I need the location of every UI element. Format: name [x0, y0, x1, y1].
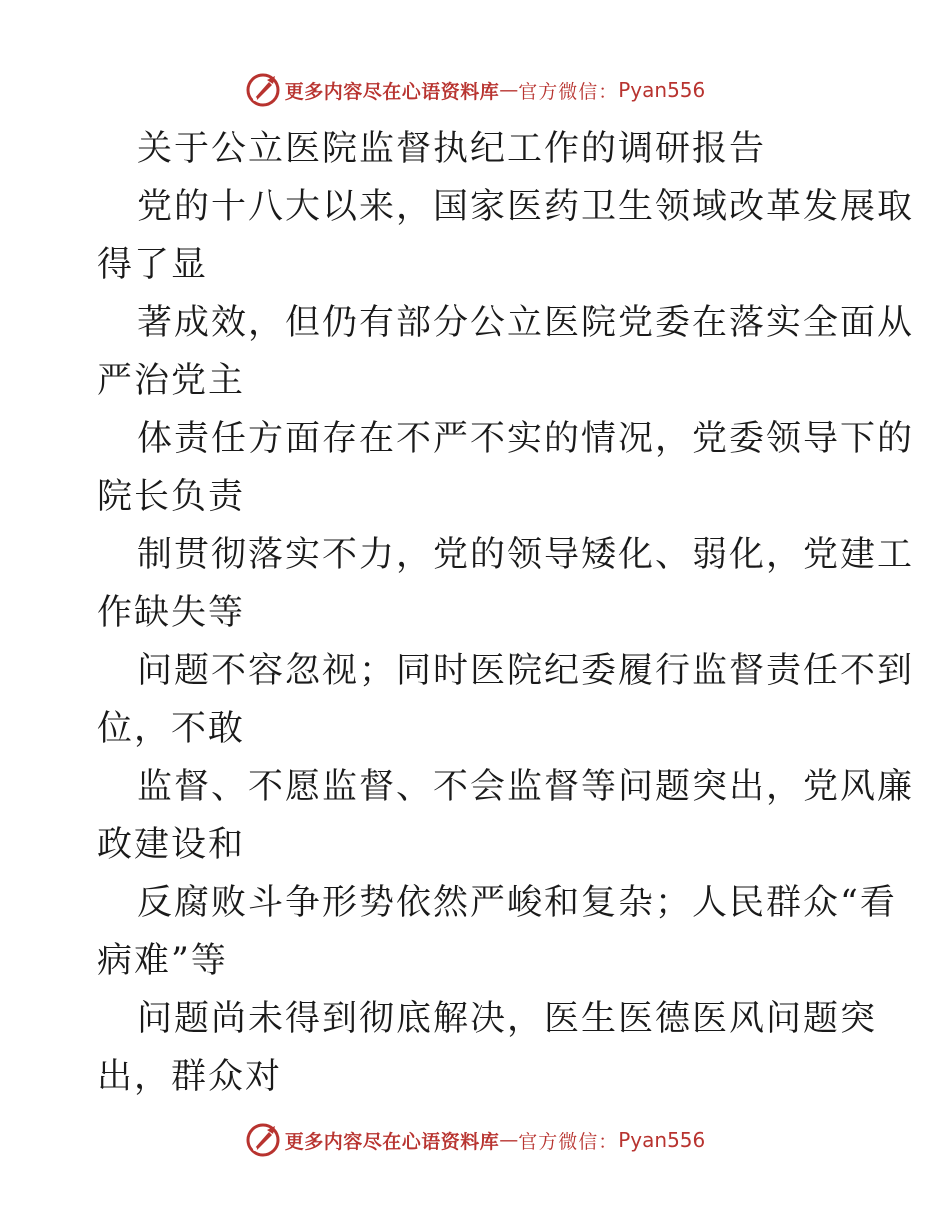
banner-brand-text: 更多内容尽在心语资料库 [284, 1130, 500, 1153]
header-banner [0, 70, 950, 110]
text-line: 政建设和 [97, 825, 246, 865]
quill-logo-icon [245, 1122, 281, 1158]
banner-wechat-id: Pyan556 [618, 78, 706, 102]
text-line: 制贯彻落实不力，党的领导矮化、弱化，党建工 [137, 535, 915, 575]
text-line: 党的十八大以来，国家医药卫生领域改革发展取 [137, 187, 915, 227]
text-line: 监督、不愿监督、不会监督等问题突出，党风廉 [137, 767, 915, 807]
banner-brand-text: 更多内容尽在心语资料库 [284, 80, 500, 103]
banner-wechat-label: 官方微信： [518, 80, 619, 103]
text-line: 得了显 [97, 245, 209, 285]
text-line: 体责任方面存在不严不实的情况，党委领导下的 [137, 419, 915, 459]
text-line: 院长负责 [97, 477, 246, 517]
banner-wechat-label: 官方微信： [518, 1130, 619, 1153]
document-title: 关于公立医院监督执纪工作的调研报告 [137, 129, 767, 169]
text-line: 位，不敢 [97, 709, 246, 749]
text-line: 反腐败斗争形势依然严峻和复杂；人民群众“看 [137, 883, 897, 923]
quill-logo-icon [245, 72, 281, 108]
text-line: 严治党主 [97, 361, 246, 401]
banner-dash: — [499, 79, 519, 101]
text-line: 著成效，但仍有部分公立医院党委在落实全面从 [137, 303, 915, 343]
banner-wechat-id: Pyan556 [618, 1128, 706, 1152]
banner-dash: — [499, 1129, 519, 1151]
text-line: 出，群众对 [97, 1057, 283, 1097]
text-line: 问题不容忽视；同时医院纪委履行监督责任不到 [137, 651, 915, 691]
text-line: 问题尚未得到彻底解决，医生医德医风问题突 [137, 999, 878, 1039]
footer-banner [0, 1120, 950, 1160]
text-line: 病难”等 [97, 941, 228, 981]
text-line: 作缺失等 [97, 593, 246, 633]
document-body [97, 120, 915, 1106]
